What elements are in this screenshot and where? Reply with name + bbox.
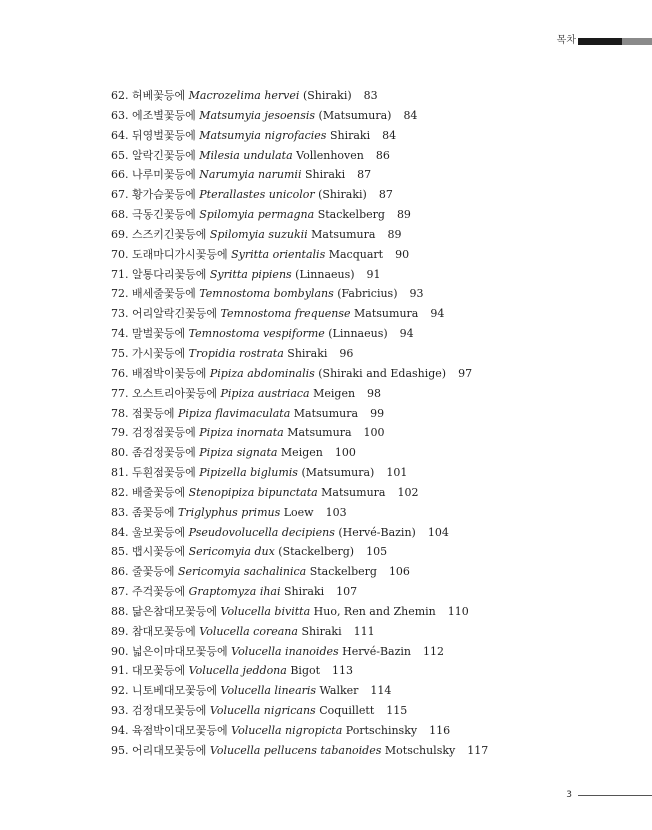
korean-name: 검정대모꽃등에	[132, 704, 207, 718]
entry-number: 81.	[111, 466, 129, 480]
scientific-name: Matsumyia jesoensis	[199, 108, 316, 122]
page-ref: 113	[332, 664, 354, 678]
entry-number: 74.	[111, 327, 129, 341]
toc-entry	[111, 284, 631, 304]
toc-entry	[111, 364, 631, 384]
author: Matsumura	[354, 307, 419, 321]
korean-name: 점꽃등에	[132, 406, 175, 420]
entry-number: 73.	[111, 307, 129, 321]
author: (Matsumura)	[301, 466, 375, 480]
toc-entry	[111, 344, 631, 364]
entry-number: 72.	[111, 287, 129, 301]
korean-name: 넓은이마대모꽃등에	[132, 644, 228, 658]
page-ref: 89	[387, 227, 402, 241]
entry-number: 90.	[111, 644, 129, 658]
author: Shiraki	[304, 168, 346, 182]
entry-number: 94.	[111, 724, 129, 737]
author: (Shiraki)	[302, 89, 352, 102]
author: Shiraki	[329, 128, 371, 142]
author: Matsumura	[321, 485, 386, 499]
author: (Hervé-Bazin)	[338, 525, 416, 539]
entry-number: 84.	[111, 525, 129, 539]
korean-name: 두흰점꽃등에	[132, 466, 196, 480]
section-label: 목차	[556, 35, 576, 46]
author: Matsumura	[311, 227, 376, 241]
page-ref: 89	[396, 208, 411, 222]
scientific-name: Stenopipiza bipunctata	[188, 485, 318, 499]
scientific-name: Spilomyia permagna	[199, 208, 315, 222]
entry-number: 67.	[111, 188, 129, 202]
author: Meigen	[313, 386, 356, 400]
korean-name: 말벌꽃등에	[132, 327, 186, 341]
entry-number: 76.	[111, 366, 129, 380]
entry-number: 93.	[111, 704, 129, 718]
entry-number: 62.	[111, 89, 129, 102]
scientific-name: Temnostoma bombylans	[199, 287, 334, 301]
toc-entry	[111, 463, 631, 483]
page-ref: 93	[409, 287, 424, 301]
entry-number: 86.	[111, 565, 129, 579]
korean-name: 좀꽃등에	[132, 505, 175, 519]
korean-name: 주걱꽃등에	[132, 585, 186, 599]
entry-number: 87.	[111, 585, 129, 599]
entry-number: 71.	[111, 267, 129, 281]
author: Walker	[319, 684, 359, 698]
toc-entry	[111, 542, 631, 562]
entry-number: 89.	[111, 624, 129, 638]
page-ref: 97	[458, 366, 473, 380]
page-ref: 91	[366, 267, 381, 281]
korean-name: 가시꽃등에	[132, 346, 186, 360]
author: Stackelberg	[317, 208, 385, 222]
scientific-name: Volucella linearis	[220, 684, 317, 698]
entry-number: 82.	[111, 485, 129, 499]
korean-name: 배점박이꽃등에	[132, 366, 207, 380]
header-bar-gray	[622, 38, 652, 45]
korean-name: 에조별꽃등에	[132, 108, 196, 122]
korean-name: 닮은참대모꽃등에	[132, 604, 218, 618]
entry-number: 68.	[111, 208, 129, 222]
entry-number: 92.	[111, 684, 129, 698]
scientific-name: Macrozelima hervei	[188, 89, 300, 102]
scientific-name: Pipiza flavimaculata	[178, 406, 291, 420]
page-ref: 94	[430, 307, 445, 321]
author: Huo, Ren and Zhemin	[313, 604, 436, 618]
page-ref: 111	[353, 624, 375, 638]
author: (Linnaeus)	[295, 267, 355, 281]
page-ref: 103	[325, 505, 347, 519]
korean-name: 뱁시꽃등에	[132, 545, 186, 559]
page-ref: 96	[339, 346, 354, 360]
toc-entry	[111, 503, 631, 523]
toc-entry	[111, 622, 631, 642]
entry-number: 78.	[111, 406, 129, 420]
page-number: 3	[566, 790, 572, 800]
toc-entry	[111, 423, 631, 443]
toc-entry	[111, 642, 631, 662]
korean-name: 도래마디가시꽃등에	[132, 247, 228, 261]
scientific-name: Pipizella biglumis	[199, 466, 298, 480]
page-ref: 87	[378, 188, 393, 202]
scientific-name: Tropidia rostrata	[188, 346, 284, 360]
entry-number: 88.	[111, 604, 129, 618]
author: Shiraki	[301, 624, 342, 638]
scientific-name: Sericomyia dux	[188, 545, 275, 559]
scientific-name: Volucella nigricans	[209, 704, 316, 718]
page-ref: 114	[370, 684, 392, 698]
scientific-name: Temnostoma frequense	[220, 307, 351, 321]
scientific-name: Pterallastes unicolor	[199, 188, 315, 202]
author: Hervé-Bazin	[342, 644, 411, 658]
author: Motschulsky	[384, 743, 456, 757]
korean-name: 배세줄꽃등에	[132, 287, 196, 301]
page-ref: 102	[397, 485, 419, 499]
scientific-name: Syritta orientalis	[231, 247, 326, 261]
header-bar-dark	[578, 38, 622, 45]
korean-name: 니토베대모꽃등에	[132, 684, 218, 698]
author: Matsumura	[293, 406, 359, 420]
scientific-name: Spilomyia suzukii	[209, 227, 308, 241]
page-ref: 87	[357, 168, 372, 182]
scientific-name: Temnostoma vespiforme	[188, 327, 325, 341]
author: (Fabricius)	[337, 287, 398, 301]
toc-entry	[111, 185, 631, 205]
author: Bigot	[290, 664, 321, 678]
korean-name: 알통다리꽃등에	[132, 267, 207, 281]
toc-entry	[111, 443, 631, 463]
author: Stackelberg	[309, 565, 377, 579]
korean-name: 배줄꽃등에	[132, 485, 186, 499]
author: (Linnaeus)	[328, 327, 388, 341]
page-ref: 100	[363, 426, 385, 440]
toc-entry	[111, 304, 631, 324]
toc-entry	[111, 582, 631, 602]
toc-entry	[111, 165, 631, 185]
entry-number: 77.	[111, 386, 129, 400]
korean-name: 극동긴꽃등에	[132, 208, 196, 222]
korean-name: 참대모꽃등에	[132, 624, 196, 638]
toc-entry	[111, 245, 631, 265]
page-ref: 101	[386, 466, 408, 480]
page-ref: 110	[447, 604, 469, 618]
author: Matsumura	[287, 426, 352, 440]
korean-name: 알락긴꽃등에	[132, 148, 196, 162]
entry-number: 64.	[111, 128, 129, 142]
scientific-name: Pipiza inornata	[199, 426, 284, 440]
korean-name: 스즈키긴꽃등에	[132, 227, 207, 241]
page-ref: 94	[399, 327, 414, 341]
toc-entry	[111, 225, 631, 245]
scientific-name: Volucella jeddona	[188, 664, 287, 678]
entry-number: 63.	[111, 108, 129, 122]
scientific-name: Volucella coreana	[199, 624, 298, 638]
korean-name: 오스트리아꽃등에	[132, 386, 218, 400]
page-header	[522, 34, 652, 48]
page-ref: 99	[370, 406, 385, 420]
page-footer	[552, 788, 652, 802]
page-ref: 112	[423, 644, 444, 658]
korean-name: 어리알락긴꽃등에	[132, 307, 218, 321]
scientific-name: Pipiza austriaca	[220, 386, 310, 400]
author: Shiraki	[284, 585, 325, 599]
scientific-name: Volucella pellucens tabanoides	[209, 743, 382, 757]
author: (Matsumura)	[318, 108, 392, 122]
entry-number: 75.	[111, 346, 129, 360]
author: Meigen	[280, 446, 323, 460]
scientific-name: Pipiza abdominalis	[209, 366, 315, 380]
author: Vollenhoven	[296, 148, 364, 162]
page-ref: 86	[375, 148, 390, 162]
scientific-name: Pseudovolucella decipiens	[188, 525, 335, 539]
page-ref: 106	[388, 565, 410, 579]
scientific-name: Triglyphus primus	[178, 505, 281, 519]
scientific-name: Sericomyia sachalinica	[178, 565, 307, 579]
toc-entry	[111, 126, 631, 146]
scientific-name: Volucella bivitta	[220, 604, 311, 618]
scientific-name: Pipiza signata	[199, 446, 278, 460]
table-of-contents	[111, 86, 631, 761]
page-ref: 98	[367, 386, 382, 400]
page-ref: 83	[363, 89, 378, 102]
toc-entry	[111, 721, 631, 741]
korean-name: 나루미꽃등에	[132, 168, 196, 182]
page-ref: 104	[427, 525, 449, 539]
entry-number: 85.	[111, 545, 129, 559]
page-ref: 100	[334, 446, 356, 460]
author: Shiraki	[287, 346, 328, 360]
entry-number: 80.	[111, 446, 129, 460]
toc-entry	[111, 106, 631, 126]
korean-name: 줄꽃등에	[132, 565, 175, 579]
korean-name: 허베꽃등에	[132, 89, 186, 102]
toc-entry	[111, 741, 631, 761]
entry-number: 91.	[111, 664, 129, 678]
toc-entry	[111, 404, 631, 424]
page-ref: 84	[403, 108, 418, 122]
page-ref: 116	[429, 724, 451, 737]
toc-entry	[111, 701, 631, 721]
toc-entry	[111, 384, 631, 404]
toc-entry	[111, 86, 631, 106]
entry-number: 83.	[111, 505, 129, 519]
toc-entry	[111, 661, 631, 681]
entry-number: 69.	[111, 227, 129, 241]
toc-entry	[111, 483, 631, 503]
korean-name: 울보꽃등에	[132, 525, 186, 539]
page-ref: 115	[386, 704, 408, 718]
page-ref: 117	[467, 743, 489, 757]
korean-name: 뒤영벌꽃등에	[132, 128, 196, 142]
author: Loew	[283, 505, 314, 519]
toc-entry	[111, 324, 631, 344]
author: (Stackelberg)	[278, 545, 355, 559]
footer-rule	[578, 795, 652, 796]
scientific-name: Milesia undulata	[199, 148, 293, 162]
scientific-name: Graptomyza ihai	[188, 585, 281, 599]
author: Macquart	[328, 247, 384, 261]
scientific-name: Matsumyia nigrofacies	[199, 128, 327, 142]
korean-name: 황가슴꽃등에	[132, 188, 196, 202]
author: (Shiraki and Edashige)	[318, 366, 447, 380]
page-ref: 84	[382, 128, 397, 142]
toc-entry	[111, 562, 631, 582]
author: Portschinsky	[345, 724, 418, 737]
entry-number: 70.	[111, 247, 129, 261]
page-ref: 107	[336, 585, 358, 599]
scientific-name: Volucella nigropicta	[231, 724, 343, 737]
scientific-name: Narumyia narumii	[199, 168, 302, 182]
korean-name: 육점박이대모꽃등에	[132, 724, 228, 737]
korean-name: 검정점꽃등에	[132, 426, 196, 440]
toc-entry	[111, 681, 631, 701]
toc-entry	[111, 602, 631, 622]
page-ref: 105	[366, 545, 388, 559]
scientific-name: Syritta pipiens	[209, 267, 292, 281]
scientific-name: Volucella inanoides	[231, 644, 339, 658]
toc-entry	[111, 205, 631, 225]
entry-number: 79.	[111, 426, 129, 440]
entry-number: 95.	[111, 743, 129, 757]
entry-number: 65.	[111, 148, 129, 162]
toc-entry	[111, 523, 631, 543]
author: (Shiraki)	[318, 188, 367, 202]
korean-name: 어리대모꽃등에	[132, 743, 207, 757]
toc-entry	[111, 265, 631, 285]
author: Coquillett	[319, 704, 375, 718]
korean-name: 좀검정꽃등에	[132, 446, 196, 460]
entry-number: 66.	[111, 168, 129, 182]
korean-name: 대모꽃등에	[132, 664, 186, 678]
toc-entry	[111, 146, 631, 166]
page-ref: 90	[395, 247, 410, 261]
